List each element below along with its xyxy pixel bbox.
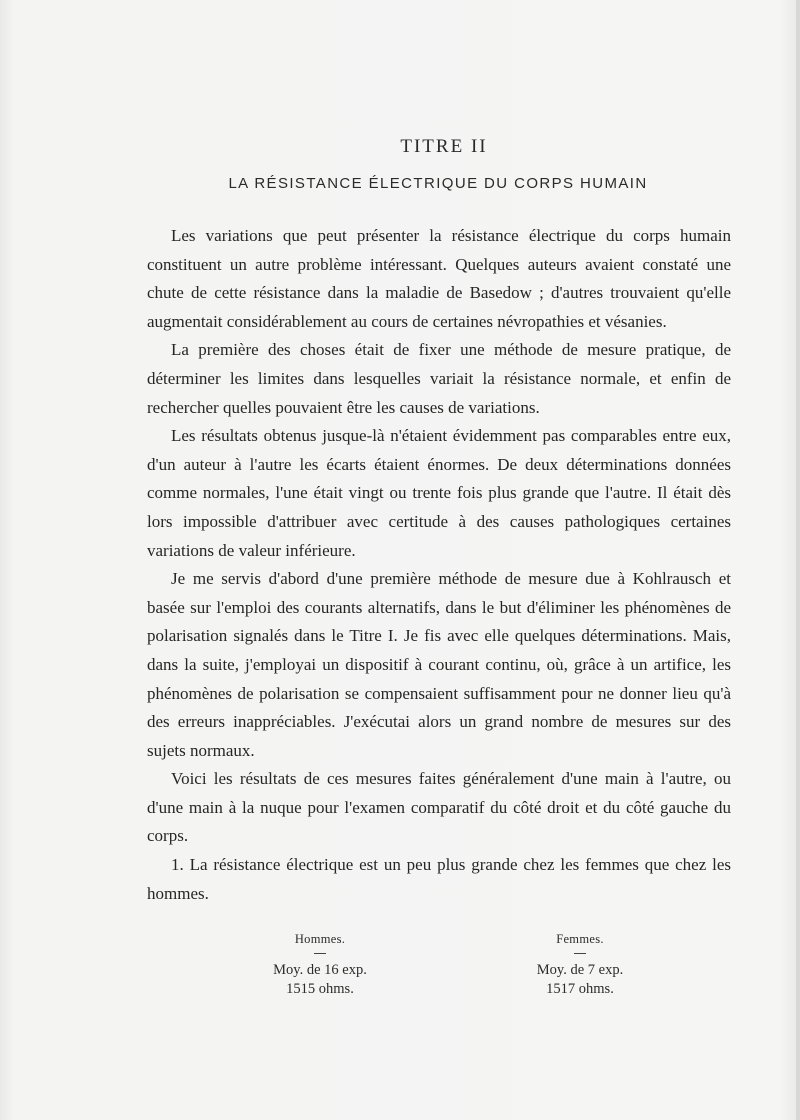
paragraph: Les résultats obtenus jusque-là n'étaient évidemment pas comparables entre eux, d'un auteur à l'autre les écarts étaient énormes. De deux déterminations données comme normales, l'une était vingt ou trente fois plus grande que l'autre. Il était dès lors impossible d'attribuer avec certitude à des causes pathologiques certaines variations de valeur inférieure. (147, 426, 731, 560)
paragraph: Voici les résultats de ces mesures faites généralement d'une main à l'autre, ou d'une main à la nuque pour l'examen comparatif du côté droit et du côté gauche du corps. (147, 769, 731, 846)
page-edge (796, 0, 800, 1120)
experiment-count: Moy. de 7 exp. (536, 962, 624, 978)
chapter-title: TITRE II (400, 136, 488, 157)
divider (574, 953, 586, 954)
paragraph: 1. La résistance électrique est un peu plus grande chez les femmes que chez les hommes. (147, 855, 731, 903)
divider (314, 953, 326, 954)
column-header: Femmes. (556, 932, 604, 946)
column-hommes (210, 932, 430, 999)
column-header: Hommes. (294, 932, 346, 946)
resistance-value: 1515 ohms. (286, 981, 354, 997)
results-table (210, 932, 690, 999)
column-femmes (470, 932, 690, 999)
paragraph: Les variations que peut présenter la résistance électrique du corps humain constituent un autre problème intéressant. Quelques auteurs avaient constaté une chute de cette résistance dans la maladie de Basedow ; d'autres trouvaient qu'elle augmentait considérablement au cours de certaines névropathies et vésanies. (147, 226, 731, 331)
paragraph: Je me servis d'abord d'une première méthode de mesure due à Kohlrausch et basée sur l'emploi des courants alternatifs, dans le but d'éliminer les phénomènes de polarisation signalés dans le Titre I. Je fis avec elle quelques déterminations. Mais, dans la suite, j'employai un dispositif à courant continu, où, grâce à un artifice, les phénomènes de polarisation se compensaient suffisamment pour ne donner lieu qu'à des erreurs inappréciables. J'exécutai alors un grand nombre de mesures sur des sujets normaux. (147, 569, 731, 760)
experiment-count: Moy. de 16 exp. (273, 962, 367, 978)
body-text (147, 222, 731, 908)
resistance-value: 1517 ohms. (546, 981, 614, 997)
chapter-subtitle: LA RÉSISTANCE ÉLECTRIQUE DU CORPS HUMAIN (228, 175, 648, 192)
paragraph: La première des choses était de fixer une méthode de mesure pratique, de déterminer les limites dans lesquelles variait la résistance normale, et enfin de rechercher quelles pouvaient être les causes de variations. (147, 340, 731, 417)
